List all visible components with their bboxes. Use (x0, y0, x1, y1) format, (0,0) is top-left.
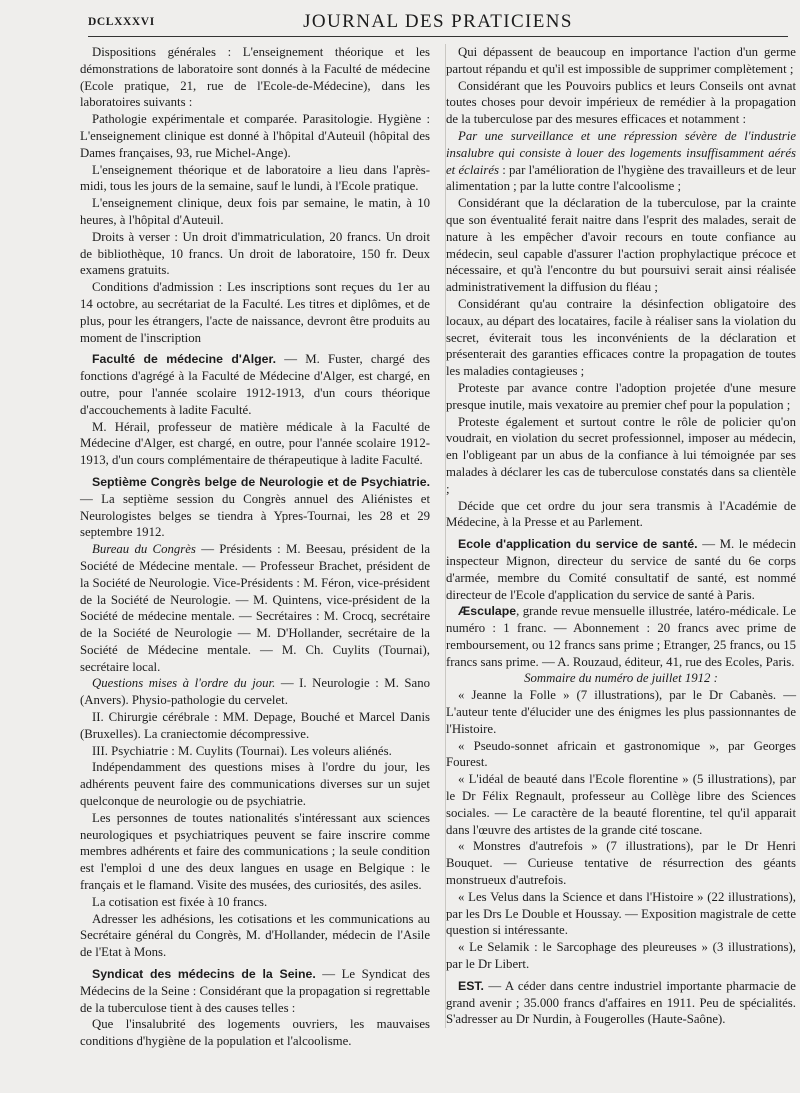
paragraph: Dispositions générales : L'enseignement théorique et les démonstrations de laboratoire sont donnés à la Faculté de médecine (Ecole pratique, 21, rue de l'Ecole-de-Médecine), dans les laboratoires suivants : (80, 45, 430, 110)
section-text: , grande revue mensuelle illustrée, latéro-médicale. Le numéro : 1 franc. — Abonnement : 20 francs avec prime de remboursement, ou 12 francs sans prime ; Etranger, 25 francs, ou 15 francs sans prime. — A. Rouzaud, éditeur, 41, rue des Ecoles, Paris. (446, 604, 796, 669)
left-column (80, 44, 430, 1050)
paragraph: Considérant qu'au contraire la désinfection obligatoire des locaux, au départ des locataires, facile à réaliser sans la violation du secret, éviterait tous les inconvénients de la déclaration et présenterait des garanties efficaces contre la propagation de toutes les maladies contagieuses ; (446, 296, 796, 379)
page-number: DCLXXXVI (88, 16, 155, 28)
section-text: — M. le médecin inspecteur Mignon, directeur du service de santé du 6e corps d'armée, membre du Comité consultatif de santé, est nommé directeur de l'Ecole d'application du service de santé à Paris. (446, 537, 796, 602)
sommaire-item: « Le Selamik : le Sarcophage des pleureuses » (3 illustrations), par le Dr Libert. (446, 940, 796, 972)
paragraph: II. Chirurgie cérébrale : MM. Depage, Bouché et Marcel Danis (Bruxelles). La craniectomie décompressive. (80, 710, 430, 741)
journal-title: JOURNAL DES PRATICIENS (303, 11, 573, 32)
paragraph: Les personnes de toutes nationalités s'intéressant aux sciences neurologiques et psychiatriques peuvent se faire inscrire comme membres adhérents et faire des communications ; la seule condition est l'emploi d une des deux langues en usage en Belgique : le français et le flamand. Visite des musées, des curiosités, des asiles. (80, 810, 430, 893)
paragraph-text: — Présidents : M. Beesau, président de la Société de Médecine mentale. — Professeur Brachet, président de la Société de Neurologie. Vice-Présidents : M. Féron, vice-président de la Société de Neurologie. — M. Quintens, vice-président de la Société de médecine mentale. — Secrétaires : M. Crocq, secrétaire de la Société de Neurologie — M. D'Hollander, secrétaire de la Société de Médecine mentale. — M. Ch. Cuylits (Tournai), secrétaire local. (80, 542, 431, 674)
paragraph: Adresser les adhésions, les cotisations et les communications au Secrétaire général du Congrès, M. d'Hollander, médecin de l'Asile de l'Etat à Mons. (80, 911, 430, 960)
sommaire-title: Sommaire du numéro de juillet 1912 : (524, 671, 718, 686)
sommaire-item: « Monstres d'autrefois » (7 illustrations), par le Dr Henri Bouquet. — Curieuse tentative de résurrection des géants monstrueux d'autrefois. (446, 839, 796, 888)
paragraph: Décide que cet ordre du jour sera transmis à l'Académie de Médecine, à la Presse et au Parlement. (446, 498, 796, 530)
section-est (446, 978, 796, 1028)
paragraph-text: : par l'amélioration de l'hygiène des travailleurs et de leur alimentation ; par la lutte contre l'alcoolisme ; (446, 162, 796, 194)
italic-label: Questions mises à l'ordre du jour. (92, 676, 276, 691)
paragraph: III. Psychiatrie : M. Cuylits (Tournai). Les voleurs aliénés. (92, 743, 392, 758)
section-heading: Æsculape (458, 604, 517, 619)
section-heading: EST. (458, 978, 484, 993)
paragraph: L'enseignement clinique, deux fois par semaine, le matin, à 10 heures, à l'hôpital d'Auteuil. (80, 196, 430, 227)
section-heading: Septième Congrès belge de Neurologie et de Psychiatrie. (92, 474, 430, 489)
paragraph: Considérant que la déclaration de la tuberculose, par la crainte que son éventualité ferait naitre dans l'esprit des malades, serait de nature à les empêcher d'avoir recours en toute confiance au médecin, seul capable d'assurer l'action prophylactique précoce et nécessaire, et qu'à l'encontre du but poursuivi serait ainsi réalisée administrativement la diffusion du fléau ; (446, 196, 796, 295)
paragraph: Proteste également et surtout contre le rôle de policier qu'on voudrait, en violation du secret professionnel, imposer au médecin, en l'obligeant par un abus de la confiance à lui témoignée par ses malades à déclarer les cas de tuberculose constatés dans sa clientèle ; (446, 414, 796, 496)
section-heading: Syndicat des médecins de la Seine. (92, 967, 316, 982)
paragraph: Droits à verser : Un droit d'immatriculation, 20 francs. Un droit de bibliothèque, 10 francs. Un droit de laboratoire, 150 fr. Deux examens gratuits. (80, 229, 430, 278)
section-ecole (446, 536, 796, 603)
paragraph (80, 675, 430, 709)
paragraph: Qui dépassent de beaucoup en importance l'action d'un germe partout répandu et qu'il est impossible de supprimer complètement ; (446, 45, 796, 76)
paragraph: Proteste par avance contre l'adoption projetée d'une mesure presque inutile, mais vexatoire au premier chef pour la population ; (446, 380, 796, 412)
section-syndicat (80, 966, 430, 1016)
section-alger (80, 351, 430, 418)
paragraph: Pathologie expérimentale et comparée. Parasitologie. Hygiène : L'enseignement clinique est donné à l'hôpital d'Auteuil (hôpital des Dames françaises, 93, rue Michel-Ange). (80, 112, 430, 160)
section-text: — Le Syndicat des Médecins de la Seine : Considérant que la propagation si regrettable de la tuberculose tient à des causes telles : (80, 967, 430, 1015)
section-heading: Faculté de médecine d'Alger. (92, 352, 276, 367)
section-text: — A céder dans centre industriel importante pharmacie de grand avenir ; 35.000 francs d'affaires en 1911. Peu de spécialités. S'adresser au Dr Nurdin, à Fougerolles (Haute-Saône). (446, 978, 796, 1027)
sommaire-item: « Pseudo-sonnet africain et gastronomique », par Georges Fourest. (446, 738, 796, 770)
paragraph (80, 541, 430, 675)
sommaire-item: « Les Velus dans la Science et dans l'Histoire » (22 illustrations), par les Drs Le Double et Houssay. — Exposition magistrale de cette question si intéressante. (446, 889, 796, 938)
paragraph: Indépendamment des questions mises à l'ordre du jour, les adhérents peuvent faire des communications diverses sur un sujet quelconque de neurologie ou de psychiatrie. (80, 760, 430, 809)
section-heading: Ecole d'application du service de santé. (458, 537, 698, 552)
paragraph: M. Hérail, professeur de matière médicale à la Faculté de Médecine d'Alger, est chargé, en outre, pour l'année scolaire 1912-1913, d'un cours complémentaire de thérapeutique à ladite Faculté. (80, 419, 430, 468)
paragraph: Que l'insalubrité des logements ouvriers, les mauvaises conditions d'hygiène de la population et l'alcoolisme. (80, 1017, 430, 1049)
paragraph: Considérant que les Pouvoirs publics et leurs Conseils ont avnat toutes choses pour devoir impérieux de remédier à la propagation de la tuberculose par des mesures efficaces et notamment : (446, 78, 796, 127)
paragraph: L'enseignement théorique et de laboratoire a lieu dans l'après-midi, tous les jours de la semaine, sauf le lundi, à l'Ecole pratique. (80, 162, 430, 194)
paragraph: Conditions d'admission : Les inscriptions sont reçues du 1er au 14 octobre, au secrétariat de la Faculté. Les titres et diplômes, et de plus, pour les étrangers, l'acte de naissance, devront être produits au moment de l'inscription (80, 280, 430, 345)
paragraph (446, 128, 796, 195)
sommaire-item: « Jeanne la Folle » (7 illustrations), par le Dr Cabanès. — L'auteur tente d'élucider une des énigmes les plus passionnantes de l'Histoire. (446, 688, 796, 736)
paragraph: La cotisation est fixée à 10 francs. (92, 894, 268, 909)
italic-text: Par une surveillance et une répression sévère de l'industrie insalubre qui consiste à louer des logements insuffisamment aérés et éclairés (446, 128, 796, 177)
right-column (445, 44, 796, 1028)
paragraph-text: — I. Neurologie : M. Sano (Anvers). Physio-pathologie du cervelet. (80, 676, 431, 708)
page-header (88, 8, 788, 37)
section-congres (80, 474, 430, 541)
section-text: — M. Fuster, chargé des fonctions d'agrégé à la Faculté de Médecine d'Alger, est chargé, en outre, pour l'année scolaire 1912-1913, d'un cours théorique d'accouchements à ladite Faculté. (80, 352, 430, 417)
italic-label: Bureau du Congrès (92, 542, 196, 557)
section-text: — La septième session du Congrès annuel des Aliénistes et Neurologistes belges se tiendra à Ypres-Tournai, les 28 et 29 septembre 1912. (80, 491, 430, 540)
section-esculape (446, 603, 796, 670)
sommaire-item: « L'idéal de beauté dans l'Ecole florentine » (5 illustrations), par le Dr Félix Regnault, professeur au Collège libre des Sciences sociales. — Le caractère de la beauté florentine, tel qu'il apparait dans l'œuvre des artistes de la grande cité toscane. (446, 772, 796, 837)
